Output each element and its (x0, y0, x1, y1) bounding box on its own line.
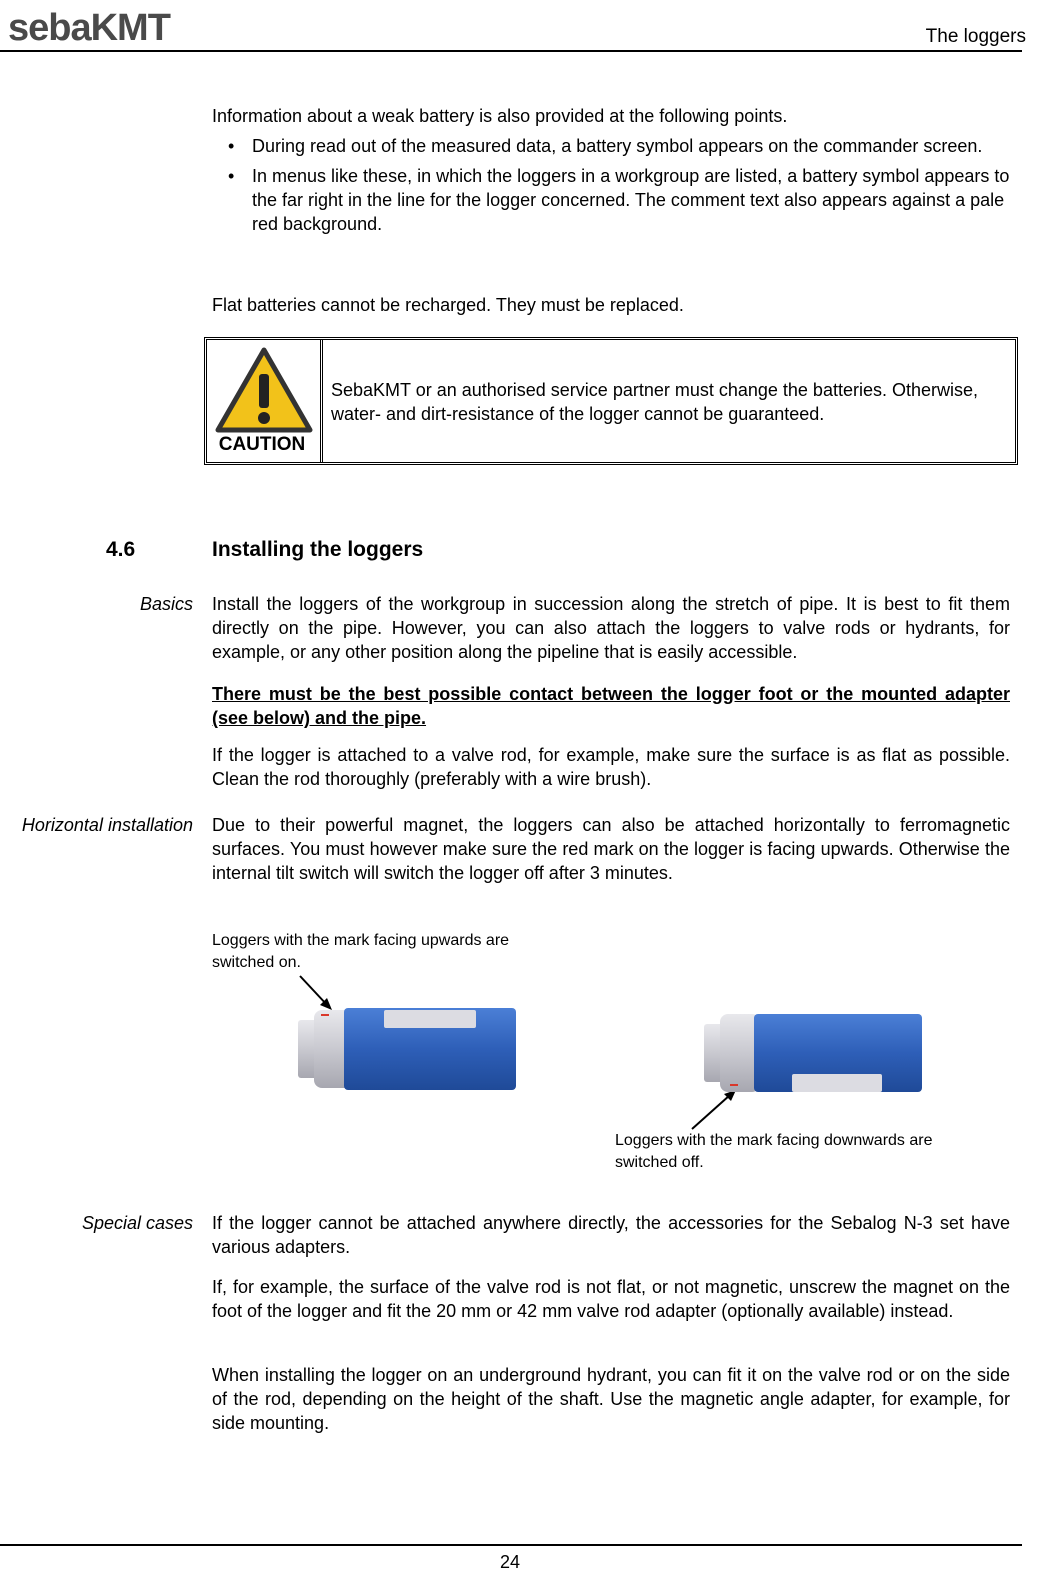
warning-triangle-icon (214, 346, 314, 434)
bullet-icon: • (228, 136, 235, 156)
special-paragraph-2: If, for example, the surface of the valve rod is not flat, or not magnetic, unscrew the magnet on the foot of the logger and fit the 20 mm or 42 mm valve rod adapter (optionally available) instead. (212, 1277, 1010, 1321)
caution-text: SebaKMT or an authorised service partner must change the batteries. Otherwise, water- and dirt-resistance of the logger cannot be guaranteed. (331, 380, 978, 424)
sebakmt-logo (8, 8, 228, 46)
caution-box (204, 337, 1018, 465)
side-label-basics: Basics (139, 594, 193, 614)
logger-mark-up-illustration (296, 1006, 518, 1092)
caption-switched-on: Loggers with the mark facing upwards are switched on. (212, 932, 510, 971)
battery-bullet-list (212, 134, 1012, 242)
battery-intro: Information about a weak battery is also provided at the following points. (212, 106, 788, 126)
bullet-icon: • (228, 166, 235, 186)
header-divider (0, 50, 1022, 52)
bullet-text: In menus like these, in which the loggers in a workgroup are listed, a battery symbol appears to the far right in the line for the logger concerned. The comment text also appears against a pale red background. (252, 166, 1010, 234)
flat-battery-note: Flat batteries cannot be recharged. They must be replaced. (212, 295, 684, 315)
bullet-text: During read out of the measured data, a battery symbol appears on the commander screen. (252, 136, 983, 156)
caption-switched-off: Loggers with the mark facing downwards are switched off. (615, 1132, 933, 1171)
header-title: The loggers (925, 26, 1026, 47)
page-number: 24 (500, 1552, 521, 1572)
red-mark (321, 1014, 329, 1016)
special-paragraph-1: If the logger cannot be attached anywhere directly, the accessories for the Sebalog N-3 set have various adapters. (212, 1213, 1010, 1257)
caution-icon-cell (207, 340, 323, 462)
logger-mark-down-illustration (702, 1012, 924, 1094)
list-item (212, 134, 1012, 158)
section-number: 4.6 (106, 538, 136, 561)
section-title: Installing the loggers (212, 538, 424, 561)
side-label-horizontal: Horizontal installation (21, 815, 193, 835)
list-item (212, 164, 1012, 236)
special-paragraph-3: When installing the logger on an underground hydrant, you can fit it on the valve rod or on the side of the rod, depending on the height of the shaft. Use the magnetic angle adapter, for example, for side mounting. (212, 1365, 1010, 1433)
logo-text: sebaKMT (8, 8, 170, 46)
horizontal-paragraph: Due to their powerful magnet, the loggers can also be attached horizontally to ferromagnetic surfaces. You must however make sure the red mark on the logger is facing upwards. Otherwise the internal tilt switch will switch the logger off after 3 minutes. (212, 815, 1010, 883)
basics-paragraph-1: Install the loggers of the workgroup in succession along the stretch of pipe. It is best to fit them directly on the pipe. However, you can also attach the loggers to valve rods or hydrants, for example, or any other position along the pipeline that is easily accessible. (212, 594, 1010, 662)
footer-divider (0, 1544, 1022, 1546)
basics-paragraph-3: If the logger is attached to a valve rod, for example, make sure the surface is as flat as possible. Clean the rod thoroughly (preferably with a wire brush). (212, 745, 1010, 789)
basics-emphasis: There must be the best possible contact between the logger foot or the mounted adapter (see below) and the pipe. (212, 684, 1010, 728)
red-mark (730, 1084, 738, 1086)
caution-label: CAUTION (218, 434, 306, 455)
side-label-special: Special cases (81, 1213, 193, 1233)
